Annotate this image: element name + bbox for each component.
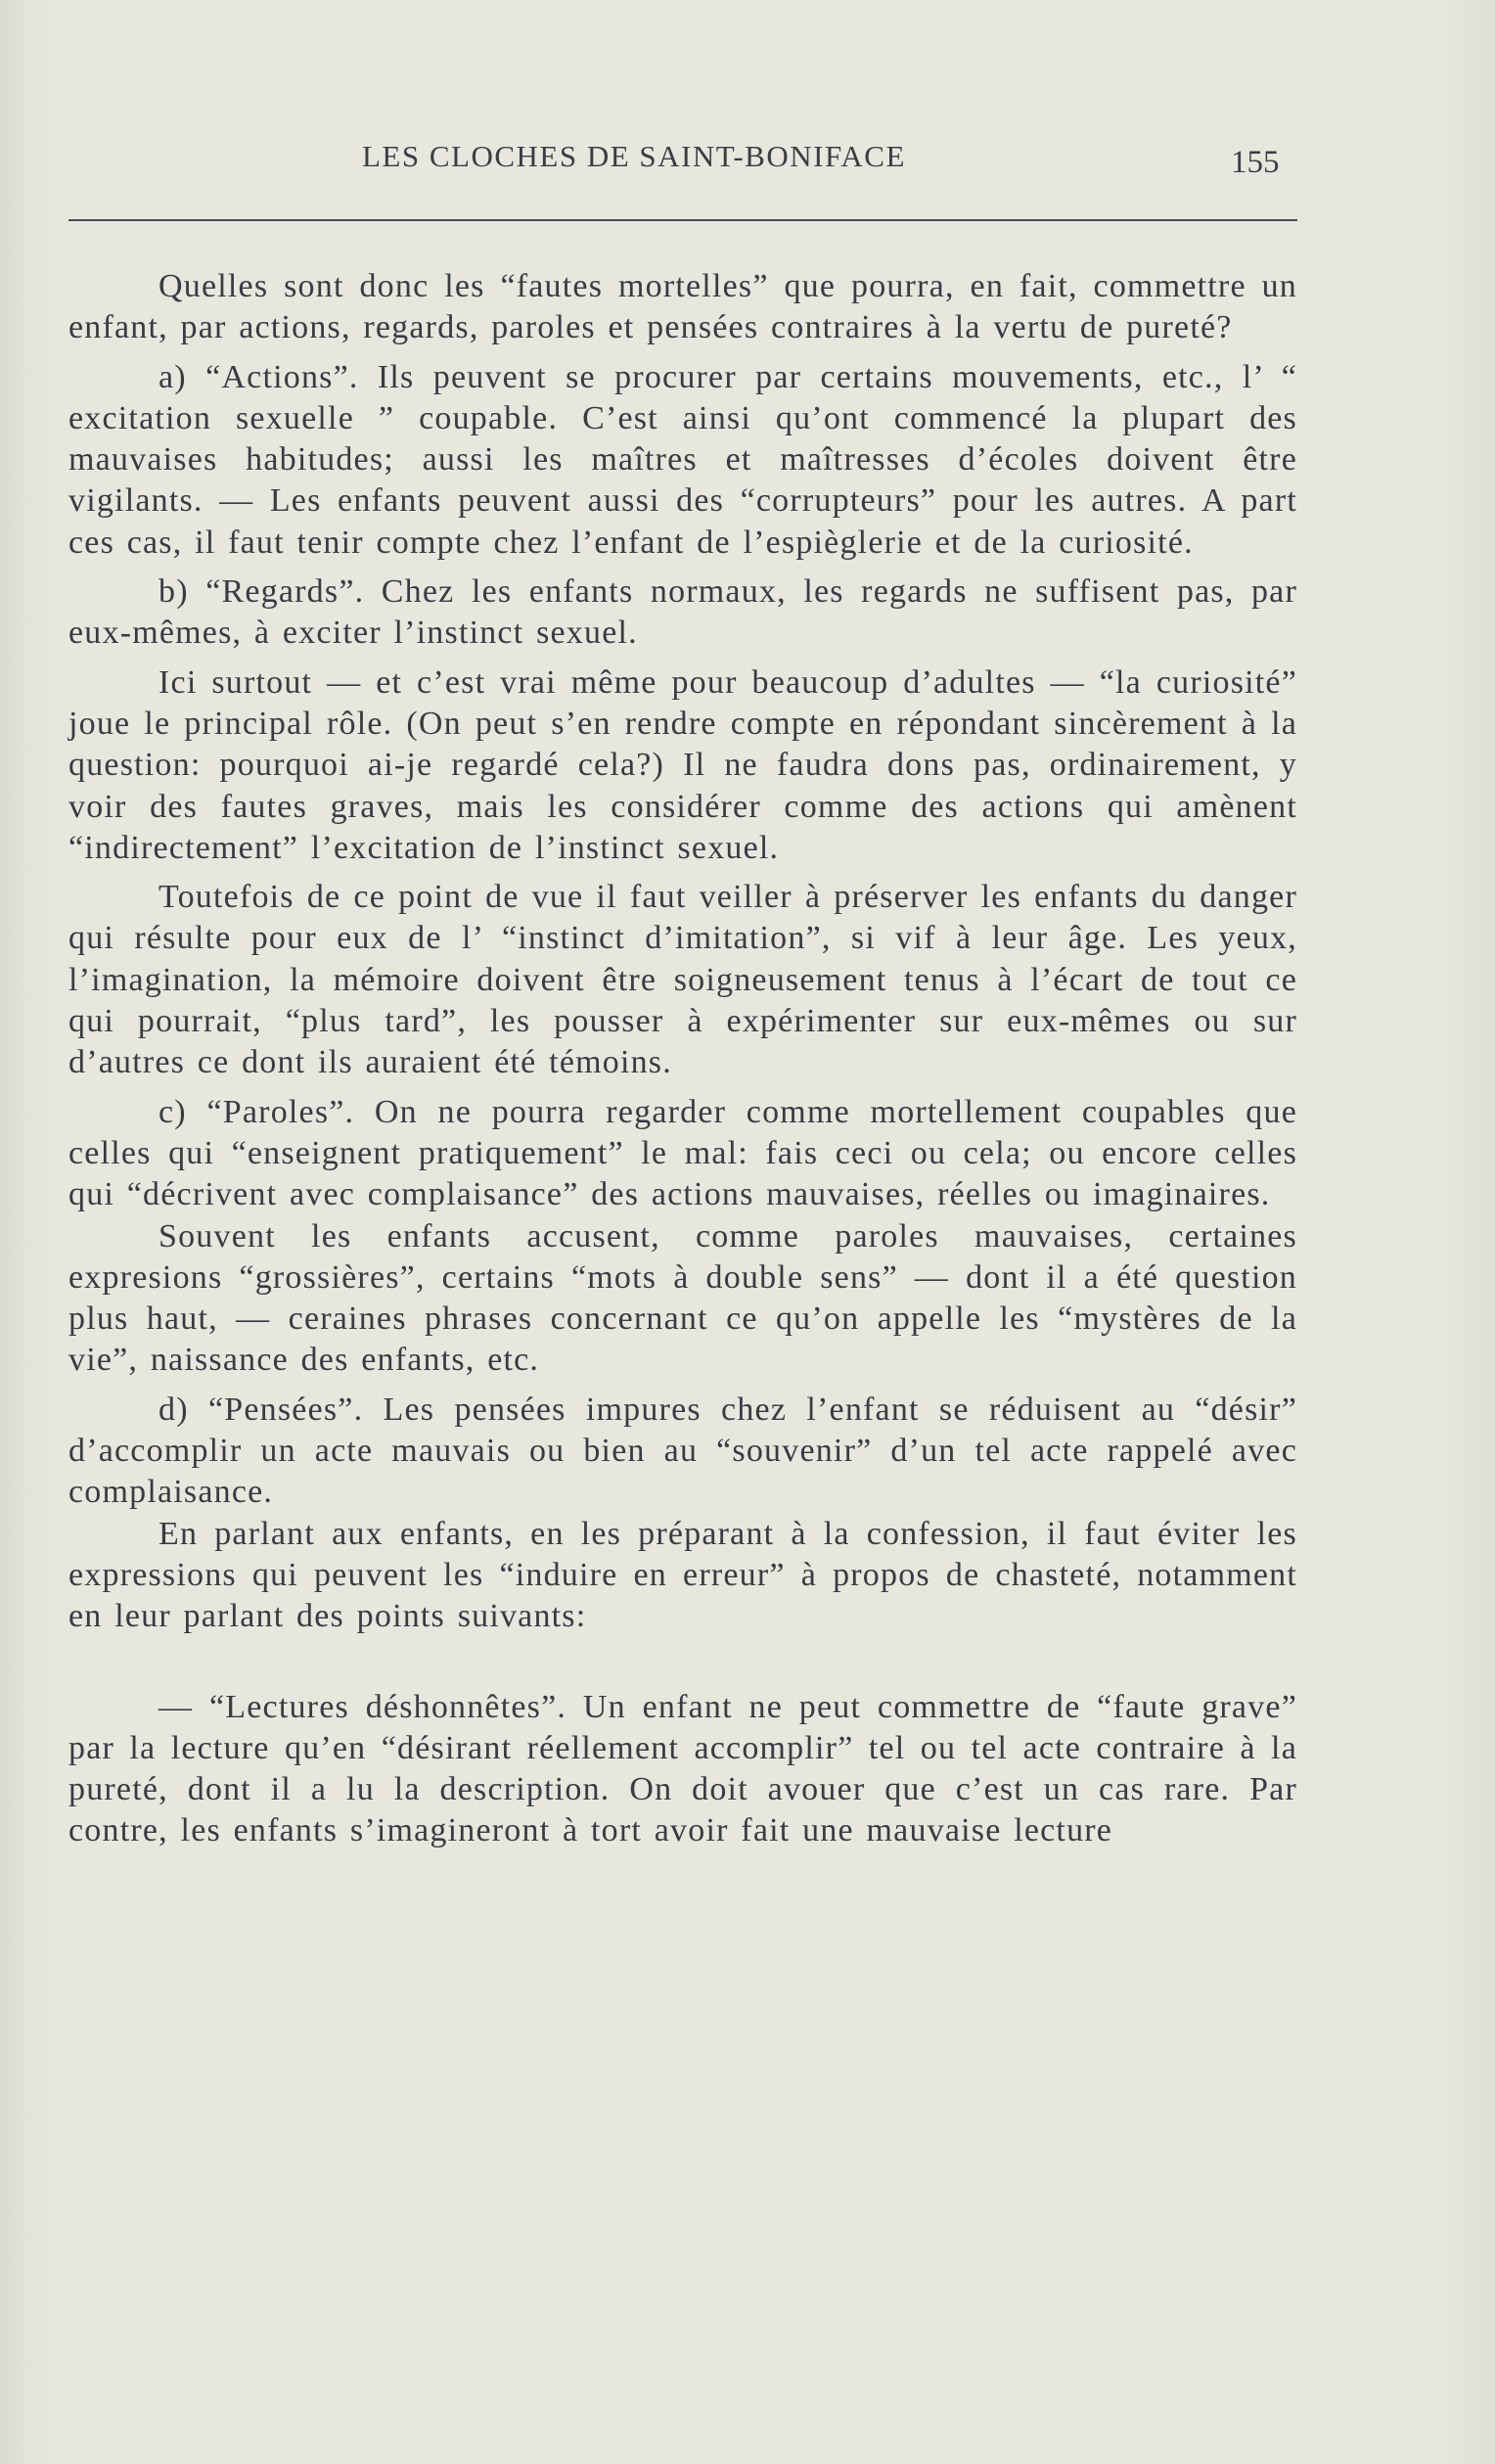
header-rule bbox=[68, 219, 1297, 221]
body-text bbox=[68, 266, 1297, 1852]
paragraph-curiosite: Ici surtout — et c’est vrai même pour beaucoup d’adultes — “la curiosité” joue le principal rôle. (On peut s’en rendre compte en répondant sincèrement à la question: pourquoi ai-je regardé cela?) Il ne faudra dons pas, ordinairement, y voir des fautes graves, mais les considérer comme des actions qui amènent “indirectement” l’excitation de l’instinct sexuel. bbox=[68, 663, 1297, 866]
paragraph-lectures: — “Lectures déshonnêtes”. Un enfant ne peut commettre de “faute grave” par la lecture qu’en “désirant réellement accomplir” tel ou tel acte contraire à la pureté, dont il a lu la description. On doit avouer que c’est un cas rare. Par contre, les enfants s’imagineront à tort avoir fait une mauvaise lecture bbox=[68, 1688, 1297, 1849]
page-number: 155 bbox=[1231, 145, 1280, 180]
paragraph-confession: En parlant aux enfants, en les préparant à la confession, il faut éviter les expressions qui peuvent les “induire en erreur” à propos de chasteté, notamment en leur parlant des points suivants: bbox=[68, 1515, 1297, 1635]
paragraph-regards: b) “Regards”. Chez les enfants normaux, les regards ne suffisent pas, par eux-mêmes, à exciter l’instinct sexuel. bbox=[68, 573, 1297, 652]
paragraph-actions: a) “Actions”. Ils peuvent se procurer par certains mouvements, etc., l’ “ excitation sexuelle ” coupable. C’est ainsi qu’ont commencé la plupart des mauvaises habitudes; aussi les maîtres et maîtresses d’écoles doivent être vigilants. — Les enfants peuvent aussi des “corrupteurs” pour les autres. A part ces cas, il faut tenir compte chez l’enfant de l’espièglerie et de la curiosité. bbox=[68, 358, 1297, 561]
paragraph-intro: Quelles sont donc les “fautes mortelles” que pourra, en fait, commettre un enfant, par actions, regards, paroles et pensées contraires à la vertu de pureté? bbox=[68, 268, 1297, 346]
paragraph-pensees: d) “Pensées”. Les pensées impures chez l’enfant se réduisent au “désir” d’accomplir un acte mauvais ou bien au “souvenir” d’un tel acte rappelé avec complaisance. bbox=[68, 1391, 1297, 1511]
paragraph-imitation: Toutefois de ce point de vue il faut veiller à préserver les enfants du danger qui résulte pour eux de l’ “instinct d’imitation”, si vif à leur âge. Les yeux, l’imagination, la mémoire doivent être soigneusement tenus à l’écart de tout ce qui pourrait, “plus tard”, les pousser à expérimenter sur eux-mêmes ou sur d’autres ce dont ils auraient été témoins. bbox=[68, 879, 1297, 1081]
paragraph-paroles: c) “Paroles”. On ne pourra regarder comme mortellement coupables que celles qui “enseignent pratiquement” le mal: fais ceci ou cela; ou encore celles qui “décrivent avec complaisance” des actions mauvaises, réelles ou imaginaires. bbox=[68, 1093, 1297, 1213]
running-title: LES CLOCHES DE SAINT-BONIFACE bbox=[362, 139, 906, 173]
paragraph-souvent: Souvent les enfants accusent, comme paroles mauvaises, certaines expresions “grossières”, certains “mots à double sens” — dont il a été question plus haut, — ceraines phrases concernant ce qu’on appelle les “mystères de la vie”, naissance des enfants, etc. bbox=[68, 1217, 1297, 1379]
